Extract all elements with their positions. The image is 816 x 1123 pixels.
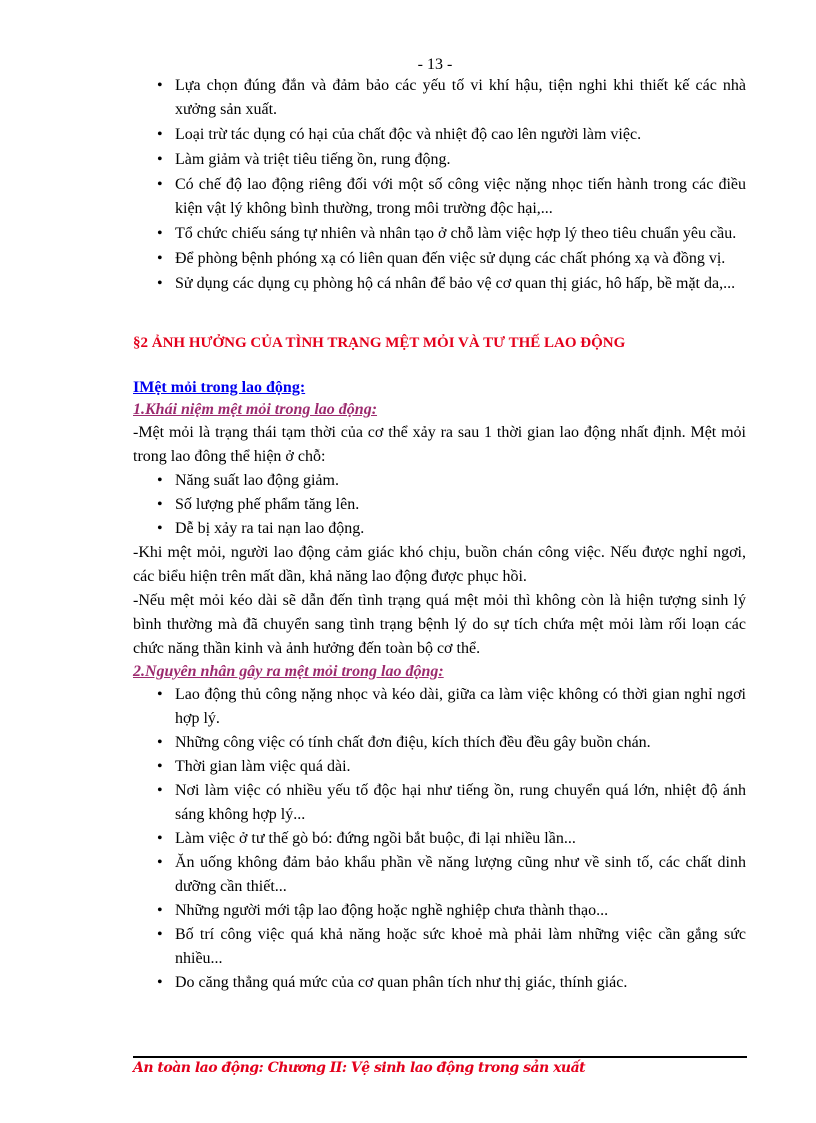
- page-footer: An toàn lao động: Chương II: Vệ sinh lao động trong sản xuất: [133, 1060, 586, 1076]
- subheading-concept: 1.Khái niệm mệt mỏi trong lao động:: [133, 401, 378, 418]
- list-item: • Do căng thẳng quá mức của cơ quan phân tích như thị giác, thính giác.: [133, 971, 746, 995]
- page-content: [133, 74, 746, 995]
- list-item: • Để phòng bệnh phóng xạ có liên quan đến việc sử dụng các chất phóng xạ và đồng vị.: [133, 247, 746, 271]
- list-item: • Lựa chọn đúng đắn và đảm bảo các yếu tố vi khí hậu, tiện nghi khi thiết kế các nhà xưởng sản xuất.: [133, 74, 746, 122]
- section-title: §2 ẢNH HƯỞNG CỦA TÌNH TRẠNG MỆT MỎI VÀ TƯ THẾ LAO ĐỘNG: [133, 335, 626, 351]
- paragraph: -Mệt mỏi là trạng thái tạm thời của cơ thể xảy ra sau 1 thời gian lao động nhất định. Mệt mỏi trong lao đông thể hiện ở chỗ:: [133, 424, 746, 465]
- list-item: • Nơi làm việc có nhiều yếu tố độc hại như tiếng ồn, rung chuyển quá lớn, nhiệt độ ánh sáng không hợp lý...: [133, 779, 746, 827]
- list-item: • Có chế độ lao động riêng đối với một số công việc nặng nhọc tiến hành trong các điều kiện vật lý không bình thường, trong môi trường độc hại,...: [133, 173, 746, 221]
- fatigue-signs-list: [133, 469, 746, 541]
- list-item: • Thời gian làm việc quá dài.: [133, 755, 746, 779]
- list-item: • Bố trí công việc quá khả năng hoặc sức khoẻ mà phải làm những việc cần gắng sức nhiều...: [133, 923, 746, 971]
- list-item: • Lao động thủ công nặng nhọc và kéo dài, giữa ca làm việc không có thời gian nghỉ ngơi hợp lý.: [133, 683, 746, 731]
- list-item: • Năng suất lao động giảm.: [133, 469, 746, 493]
- list-item: • Làm việc ở tư thế gò bó: đứng ngồi bắt buộc, đi lại nhiều lần...: [133, 827, 746, 851]
- subheading-causes: 2.Nguyên nhân gây ra mệt mỏi trong lao động:: [133, 663, 444, 680]
- protection-measures-list: [133, 74, 746, 296]
- list-item: • Ăn uống không đảm bảo khẩu phần về năng lượng cũng như về sinh tố, các chất dinh dưỡng cần thiết...: [133, 851, 746, 899]
- list-item: • Làm giảm và triệt tiêu tiếng ồn, rung động.: [133, 148, 746, 172]
- page-number: - 13 -: [417, 56, 453, 73]
- list-item: • Những công việc có tính chất đơn điệu, kích thích đều đều gây buồn chán.: [133, 731, 746, 755]
- list-item: • Tổ chức chiếu sáng tự nhiên và nhân tạo ở chỗ làm việc hợp lý theo tiêu chuẩn yêu cầu.: [133, 222, 746, 246]
- paragraph: -Nếu mệt mỏi kéo dài sẽ dẫn đến tình trạng quá mệt mỏi thì không còn là hiện tượng sinh lý bình thường mà đã chuyển sang tình trạng bệnh lý do sự tích chứa mệt mỏi làm rối loạn các chức năng thần kinh và ảnh hưởng đến toàn bộ cơ thể.: [133, 592, 746, 657]
- heading-fatigue: IMệt mỏi trong lao động:: [133, 379, 306, 396]
- list-item: • Số lượng phế phẩm tăng lên.: [133, 493, 746, 517]
- list-item: • Sử dụng các dụng cụ phòng hộ cá nhân để bảo vệ cơ quan thị giác, hô hấp, bề mặt da,...: [133, 272, 746, 296]
- fatigue-causes-list: [133, 683, 746, 995]
- list-item: • Những người mới tập lao động hoặc nghề nghiệp chưa thành thạo...: [133, 899, 746, 923]
- paragraph: -Khi mệt mỏi, người lao động cảm giác khó chịu, buồn chán công việc. Nếu được nghỉ ngơi, các biểu hiện trên mất dần, khả năng lao động được phục hồi.: [133, 544, 746, 585]
- list-item: • Dễ bị xảy ra tai nạn lao động.: [133, 517, 746, 541]
- list-item: • Loại trừ tác dụng có hại của chất độc và nhiệt độ cao lên người làm việc.: [133, 123, 746, 147]
- footer-divider: [133, 1056, 747, 1058]
